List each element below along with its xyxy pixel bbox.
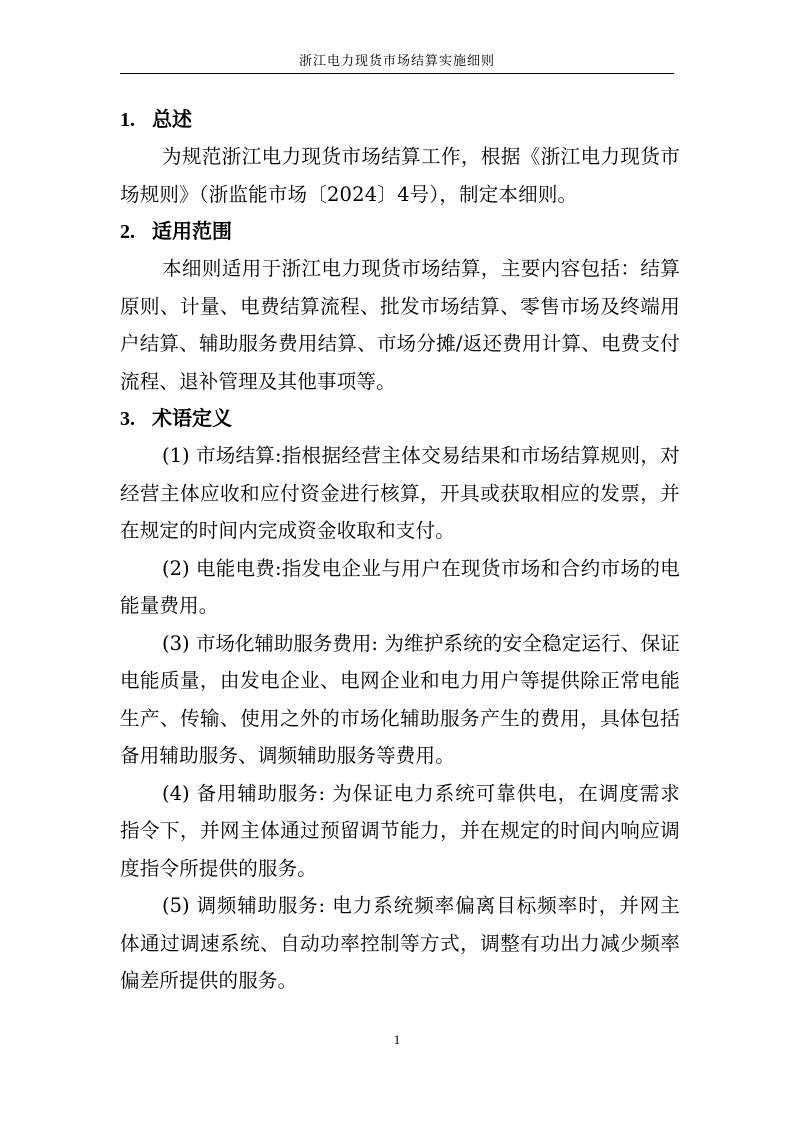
definition-text: 为维护系统的安全稳定运行、保证电能质量，由发电企业、电网企业和电力用户等提供除正常电能生产、传输、使用之外的市场化辅助服务产生的费用，具体包括备用辅助服务、调频辅助服务等费用。 <box>120 631 681 767</box>
definition-frequency-regulation <box>120 887 680 1000</box>
definition-energy-charge <box>120 550 680 625</box>
section-title: 术语定义 <box>152 406 232 430</box>
scope-paragraph: 本细则适用于浙江电力现货市场结算，主要内容包括：结算原则、计量、电费结算流程、批发市场结算、零售市场及终端用户结算、辅助服务费用结算、市场分摊/返还费用计算、电费支付流程、退补管理及其他事项等。 <box>120 257 680 393</box>
definition-text: 指发电企业与用户在现货市场和合约市场的电能量费用。 <box>120 556 680 617</box>
section-title: 总述 <box>152 107 192 131</box>
page-number: 1 <box>393 1032 401 1047</box>
running-header: 浙江电力现货市场结算实施细则 <box>298 54 495 69</box>
section-title: 适用范围 <box>152 219 232 243</box>
definition-market-settlement <box>120 437 680 550</box>
section-number: 2. <box>120 221 135 243</box>
definition-label: (5) 调频辅助服务: <box>162 894 326 917</box>
header-rule <box>120 73 674 74</box>
section-heading-definitions <box>120 400 680 437</box>
definition-reserve-service <box>120 775 680 888</box>
section-number: 1. <box>120 109 135 131</box>
definition-text: 为保证电力系统可靠供电，在调度需求指令下，并网主体通过预留调节能力，并在规定的时间内响应调度指令所提供的服务。 <box>120 781 680 880</box>
section-heading-overview <box>120 101 680 138</box>
section-heading-scope <box>120 213 680 250</box>
section-number: 3. <box>120 408 135 430</box>
definition-label: (3) 市场化辅助服务费用: <box>162 631 378 655</box>
definition-text: 指根据经营主体交易结果和市场结算规则，对经营主体应收和应付资金进行核算，开具或获取相应的发票，并在规定的时间内完成资金收取和支付。 <box>120 444 680 542</box>
definition-ancillary-service-fee <box>120 625 680 775</box>
overview-paragraph: 为规范浙江电力现货市场结算工作，根据《浙江电力现货市场规则》（浙监能市场〔2024〕4号），制定本细则。 <box>120 145 680 206</box>
definition-label: (1) 市场结算: <box>162 444 282 467</box>
document-body <box>120 101 680 1000</box>
definition-label: (4) 备用辅助服务: <box>162 781 326 805</box>
definition-text: 电力系统频率偏离目标频率时，并网主体通过调速系统、自动功率控制等方式，调整有功出力减少频率偏差所提供的服务。 <box>120 894 680 992</box>
definition-label: (2) 电能电费: <box>162 556 282 580</box>
